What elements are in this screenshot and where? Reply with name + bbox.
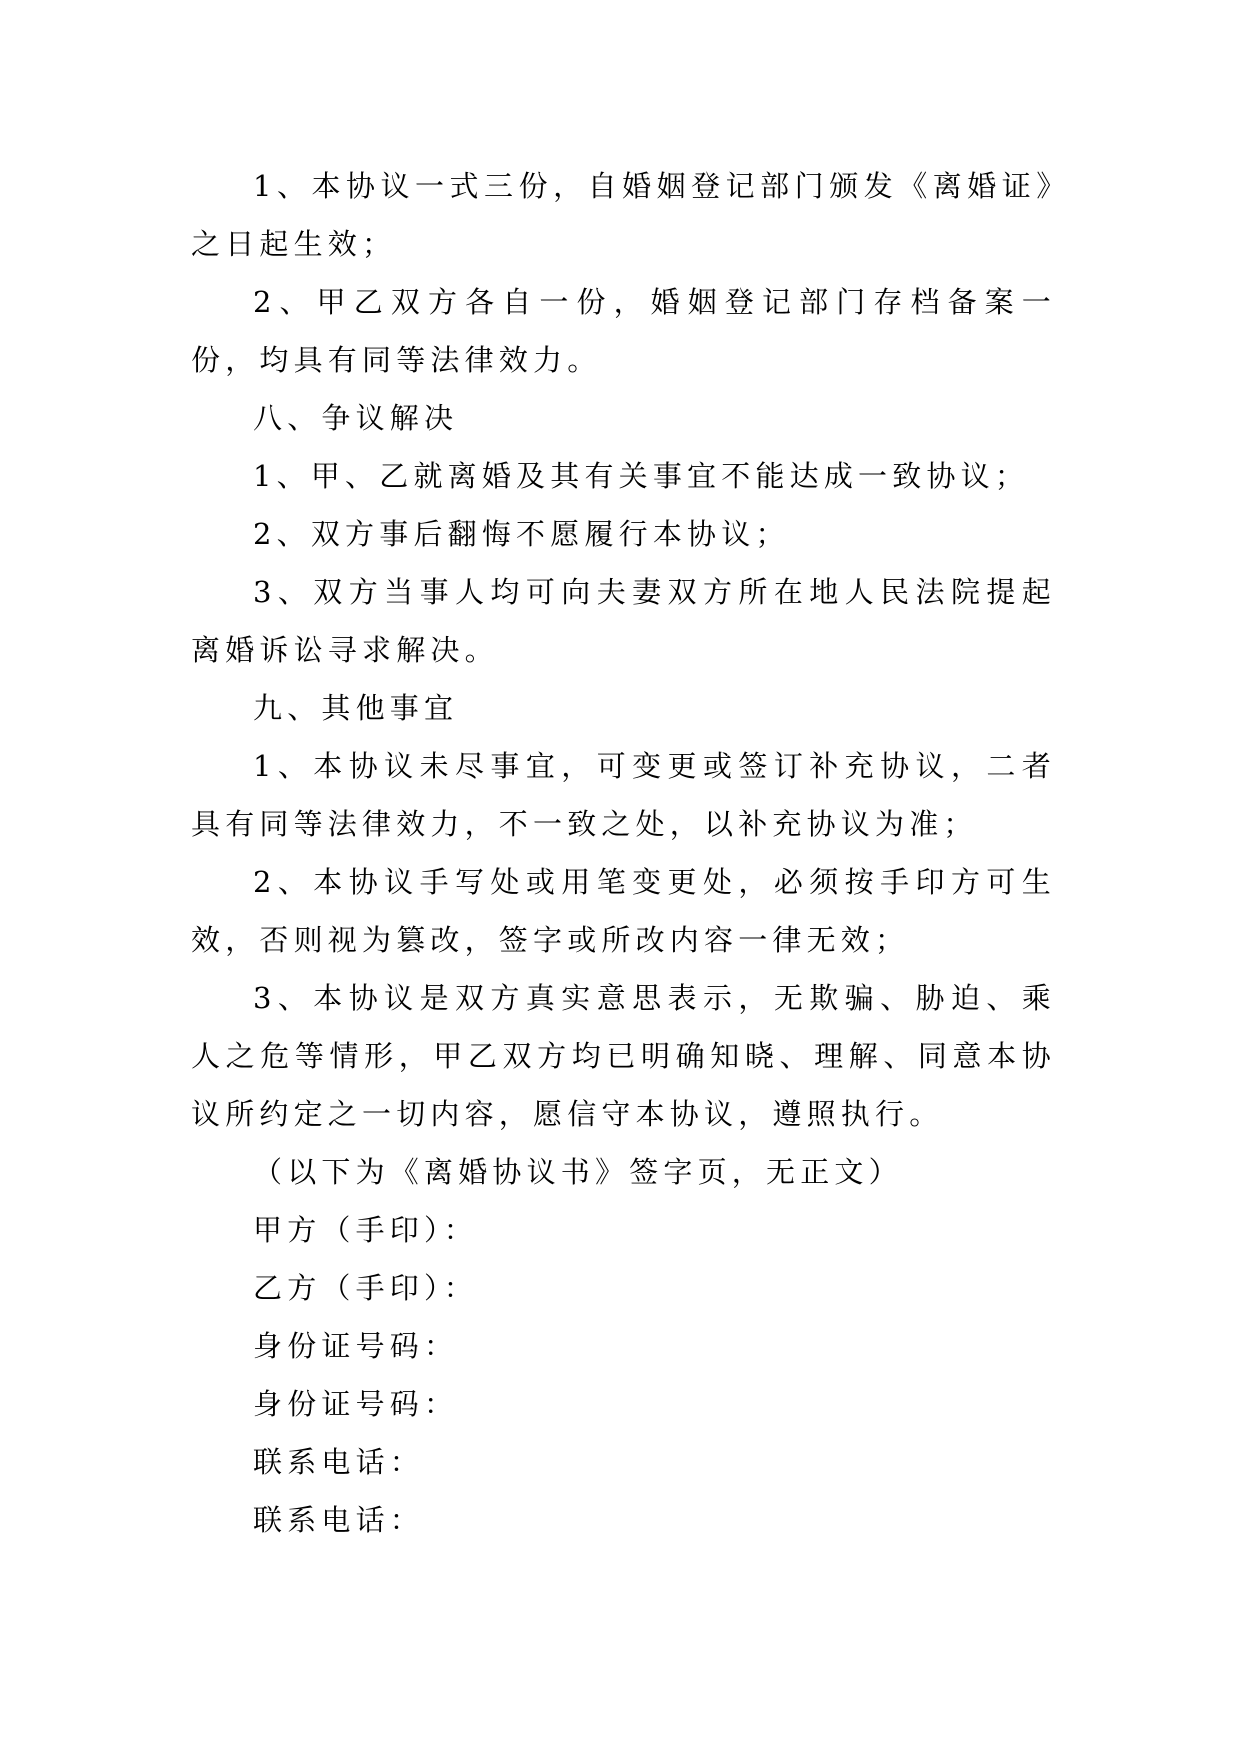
clause-9-1: 1、本协议未尽事宜，可变更或签订补充协议，二者具有同等法律效力，不一致之处，以补充协议为准； xyxy=(191,749,1056,841)
clause-8-1: 1、甲、乙就离婚及其有关事宜不能达成一致协议； xyxy=(253,459,1030,493)
party-a-fingerprint-label: 甲方（手印）： xyxy=(253,1213,478,1247)
section-heading-dispute: 八、争议解决 xyxy=(253,401,459,435)
clause-7-2: 2、甲乙双方各自一份，婚姻登记部门存档备案一份，均具有同等法律效力。 xyxy=(191,285,1056,377)
clause-7-1: 1、本协议一式三份，自婚姻登记部门颁发《离婚证》之日起生效； xyxy=(191,169,1056,261)
party-b-fingerprint-label: 乙方（手印）： xyxy=(253,1271,478,1305)
party-a-id-number-label: 身份证号码： xyxy=(253,1329,459,1363)
clause-9-2: 2、本协议手写处或用笔变更处，必须按手印方可生效，否则视为篡改，签字或所改内容一律无效； xyxy=(191,865,1056,957)
clause-8-3: 3、双方当事人均可向夫妻双方所在地人民法院提起离婚诉讼寻求解决。 xyxy=(191,575,1056,667)
document-page xyxy=(191,157,1056,1549)
signature-page-note: （以下为《离婚协议书》签字页，无正文） xyxy=(253,1155,903,1189)
section-heading-other: 九、其他事宜 xyxy=(253,691,459,725)
party-b-phone-label: 联系电话： xyxy=(253,1503,425,1537)
party-b-id-number-label: 身份证号码： xyxy=(253,1387,459,1421)
clause-8-2: 2、双方事后翻悔不愿履行本协议； xyxy=(253,517,790,551)
party-a-phone-label: 联系电话： xyxy=(253,1445,425,1479)
clause-9-3: 3、本协议是双方真实意思表示，无欺骗、胁迫、乘人之危等情形，甲乙双方均已明确知晓、理解、同意本协议所约定之一切内容，愿信守本协议，遵照执行。 xyxy=(191,981,1056,1131)
